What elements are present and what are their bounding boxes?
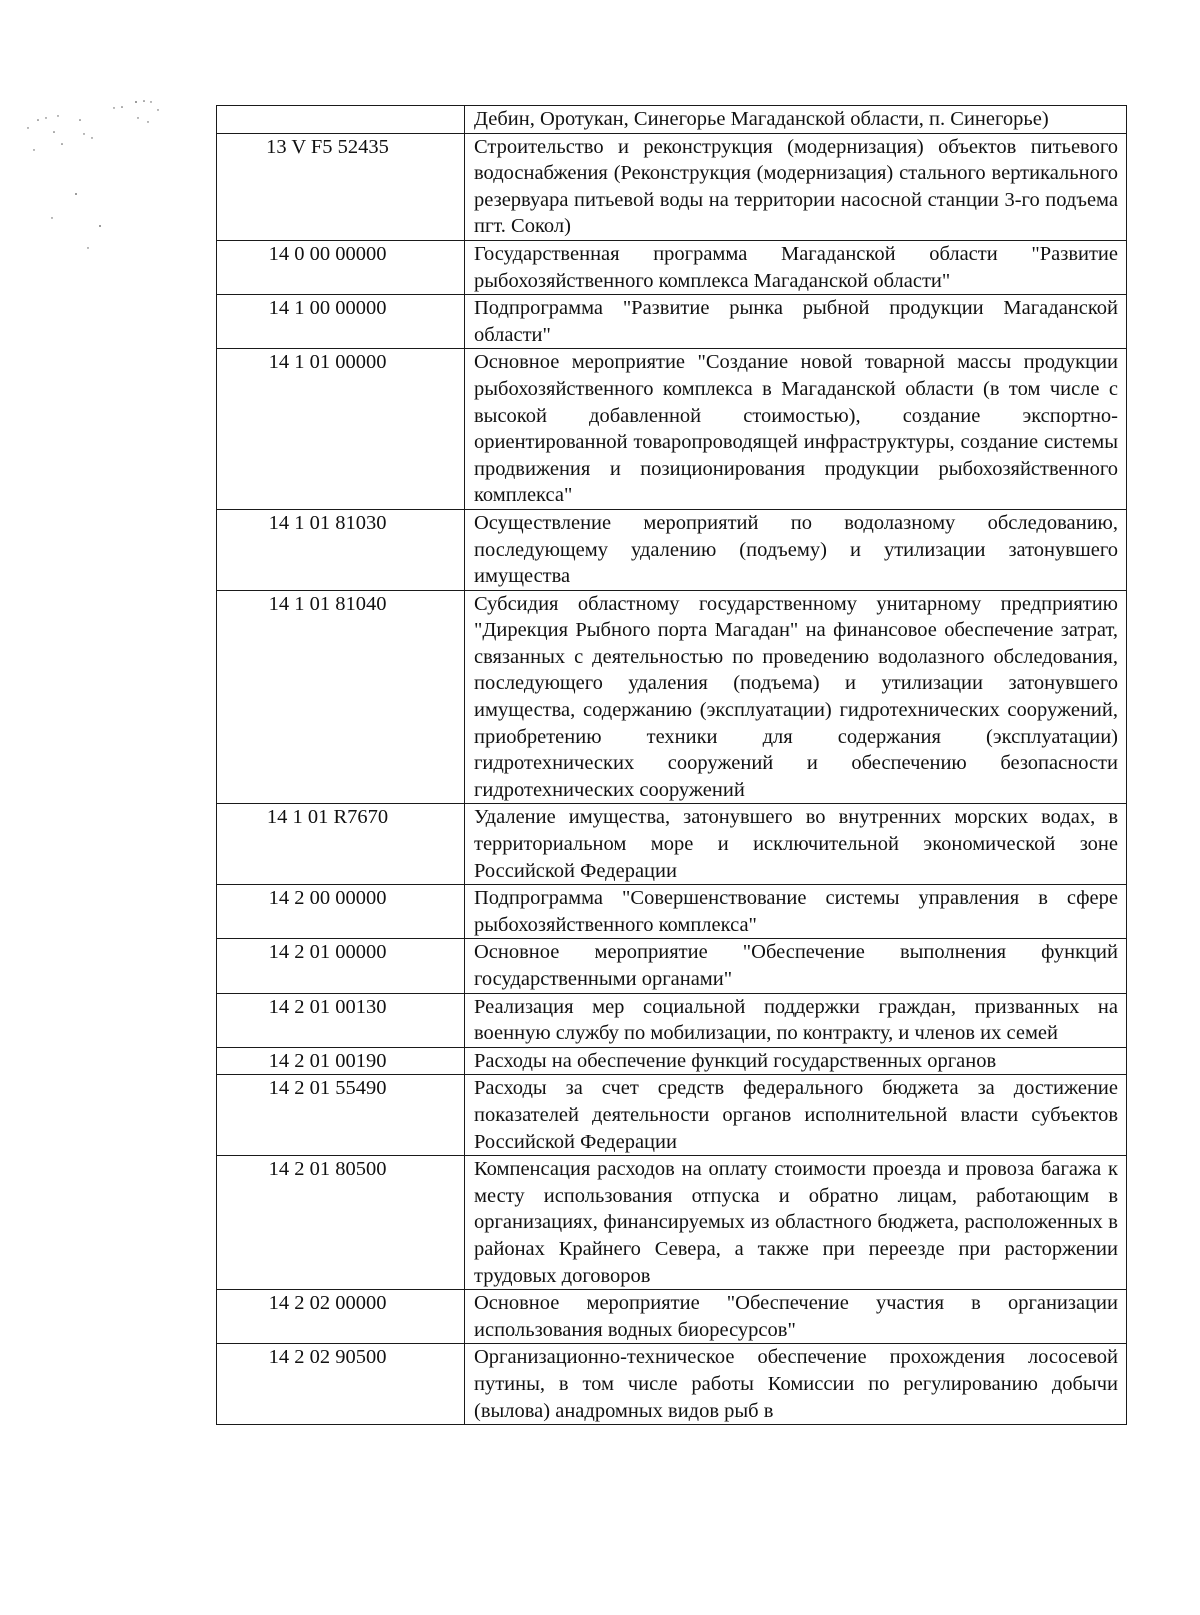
table-row [217,993,1127,1047]
description-cell: Подпрограмма "Развитие рынка рыбной продукции Магаданской области" [465,295,1127,349]
table-row [217,240,1127,294]
table-row [217,349,1127,510]
table-row [217,133,1127,240]
table-row [217,1047,1127,1075]
code-cell: 14 0 00 00000 [217,240,465,294]
table-row [217,590,1127,804]
code-cell: 14 1 01 81040 [217,590,465,804]
code-cell: 14 2 02 00000 [217,1290,465,1344]
code-cell: 14 2 00 00000 [217,885,465,939]
description-cell: Дебин, Оротукан, Синегорье Магаданской области, п. Синегорье) [465,106,1127,134]
scan-noise [18,98,168,258]
code-cell: 14 1 01 00000 [217,349,465,510]
description-cell: Строительство и реконструкция (модернизация) объектов питьевого водоснабжения (Реконструкция (модернизация) стального вертикального резервуара питьевой воды на территории насосной станции 3-го подъема пгт. Сокол) [465,133,1127,240]
table-row [217,1075,1127,1156]
code-cell: 14 2 01 00000 [217,939,465,993]
description-cell: Организационно-техническое обеспечение прохождения лососевой путины, в том числе работы Комиссии по регулированию добычи (вылова) анадромных видов рыб в [465,1344,1127,1425]
budget-code-table [216,105,1127,1425]
code-cell: 14 1 01 81030 [217,509,465,590]
code-cell: 14 2 01 80500 [217,1156,465,1290]
description-cell: Осуществление мероприятий по водолазному обследованию, последующему удалению (подъему) и утилизации затонувшего имущества [465,509,1127,590]
description-cell: Основное мероприятие "Обеспечение выполнения функций государственными органами" [465,939,1127,993]
code-cell: 14 2 01 55490 [217,1075,465,1156]
code-cell: 14 2 01 00130 [217,993,465,1047]
code-cell: 14 2 01 00190 [217,1047,465,1075]
description-cell: Государственная программа Магаданской области "Развитие рыбохозяйственного комплекса Магаданской области" [465,240,1127,294]
table-row [217,939,1127,993]
description-cell: Субсидия областному государственному унитарному предприятию "Дирекция Рыбного порта Магадан" на финансовое обеспечение затрат, связанных с деятельностью по проведению водолазного обследования, последующего удаления (подъема) и утилизации затонувшего имущества, содержанию (эксплуатации) гидротехнических сооружений, приобретению техники для содержания (эксплуатации) гидротехнических сооружений и обеспечению безопасности гидротехнических сооружений [465,590,1127,804]
table-row [217,509,1127,590]
table-row [217,295,1127,349]
description-cell: Подпрограмма "Совершенствование системы управления в сфере рыбохозяйственного комплекса" [465,885,1127,939]
description-cell: Основное мероприятие "Обеспечение участия в организации использования водных биоресурсов" [465,1290,1127,1344]
code-cell [217,106,465,134]
description-cell: Расходы за счет средств федерального бюджета за достижение показателей деятельности органов исполнительной власти субъектов Российской Федерации [465,1075,1127,1156]
table-row [217,804,1127,885]
table-row [217,885,1127,939]
code-cell: 13 V F5 52435 [217,133,465,240]
description-cell: Основное мероприятие "Создание новой товарной массы продукции рыбохозяйственного комплекса в Магаданской области (в том числе с высокой добавленной стоимостью), создание экспортно-ориентированной товаропроводящей инфраструктуры, создание системы продвижения и позиционирования продукции рыбохозяйственного комплекса" [465,349,1127,510]
description-cell: Удаление имущества, затонувшего во внутренних морских водах, в территориальном море и исключительной экономической зоне Российской Федерации [465,804,1127,885]
code-cell: 14 2 02 90500 [217,1344,465,1425]
table-row [217,106,1127,134]
code-cell: 14 1 01 R7670 [217,804,465,885]
table-row [217,1344,1127,1425]
budget-classification-sheet [216,105,1127,1425]
table-row [217,1290,1127,1344]
table-row [217,1156,1127,1290]
description-cell: Компенсация расходов на оплату стоимости проезда и провоза багажа к месту использования отпуска и обратно лицам, работающим в организациях, финансируемых из областного бюджета, расположенных в районах Крайнего Севера, а также при переезде при расторжении трудовых договоров [465,1156,1127,1290]
code-cell: 14 1 00 00000 [217,295,465,349]
description-cell: Реализация мер социальной поддержки граждан, призванных на военную службу по мобилизации, по контракту, и членов их семей [465,993,1127,1047]
description-cell: Расходы на обеспечение функций государственных органов [465,1047,1127,1075]
